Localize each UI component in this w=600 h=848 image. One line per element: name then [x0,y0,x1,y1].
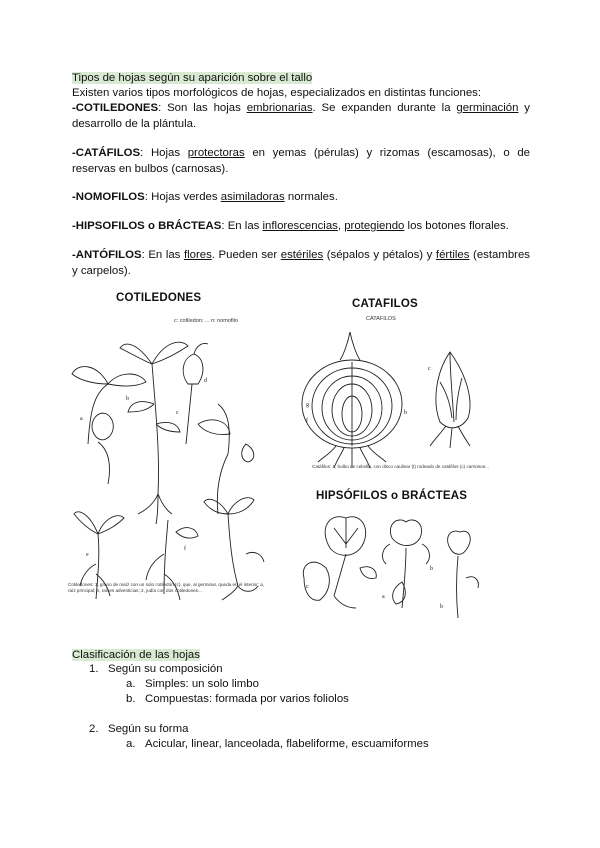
link-embrionarias[interactable]: embrionarias [246,102,313,114]
section-title-tipos: Tipos de hojas según su aparición sobre el tallo [72,72,313,84]
svg-text:b: b [126,396,129,402]
hipsofilos-figure-title: HIPSÓFILOS o BRÁCTEAS [316,490,468,502]
cotiledones-caption: Cotiledones: 1, grano de maíz con un solo cotiledón (c), que, al germinar, queda en el interior; a, raíz principal; n, raíces adventicias; 2, judía con dos cotiledones... [68,582,265,593]
list-item-forma: 2. Según su forma [89,723,189,735]
svg-text:f: f [184,546,186,552]
catafilos-figure-title: CATAFILOS [352,298,418,310]
svg-text:b: b [404,410,407,416]
hipsofilos-term: -HIPSOFILOS o BRÁCTEAS [72,220,222,232]
svg-text:b: b [430,566,433,572]
sublist-item-simples: a. Simples: un solo limbo [126,678,259,690]
link-asimiladoras[interactable]: asimiladoras [220,191,285,203]
catafilos-paragraph: -CATÁFILOS: Hojas protectoras en yemas (pérulas) y rizomas (escamosas), o de reservas en bulbos (carnosas). [72,147,530,175]
list-item-composicion: 1. Según su composición [89,663,223,675]
svg-text:c: c [176,410,179,416]
svg-text:g: g [306,402,309,408]
svg-text:c: c [306,584,309,590]
nomofilos-paragraph: -NOMOFILOS: Hojas verdes asimiladoras normales. [72,191,338,203]
svg-text:b: b [440,604,443,610]
link-esteriles[interactable]: estériles [280,249,324,261]
intro-paragraph: Existen varios tipos morfológicos de hojas, especializados en distintas funciones: [72,87,482,99]
cotiledones-term: -COTILEDONES [72,102,159,114]
cotiledones-legend: c: cotiledon; ... n: nomofilo [174,318,238,324]
svg-text:a: a [80,416,83,422]
link-fertiles[interactable]: fértiles [435,249,470,261]
link-germinacion[interactable]: germinación [456,102,519,114]
svg-text:c: c [428,366,431,372]
catafilos-illustration [300,322,500,472]
cotiledones-figure-title: COTILEDONES [116,292,202,304]
section-title-clasificacion: Clasificación de las hojas [72,649,200,661]
hipsofilos-illustration [290,508,490,626]
antofilos-paragraph: -ANTÓFILOS: En las flores. Pueden ser estériles (sépalos y pétalos) y fértiles (estambres y carpelos). [72,249,530,277]
catafilos-subtitle: CATAFILOS [366,316,396,322]
link-flores[interactable]: flores [183,249,212,261]
svg-text:e: e [86,552,89,558]
svg-text:d: d [204,378,207,384]
cotiledones-illustration [68,324,272,614]
link-inflorescencias[interactable]: inflorescencias [262,220,338,232]
catafilos-caption: Catáfilos: 1, bulbo de cebolla, con disco caulinar (t) rodeado de catáfilos (c) carnosos... [312,464,489,469]
catafilos-term: -CATÁFILOS [72,147,141,159]
sublist-item-compuestas: b. Compuestas: formada por varios foliolos [126,693,349,705]
hipsofilos-figure [290,486,490,626]
hipsofilos-paragraph: -HIPSOFILOS o BRÁCTEAS: En las inflorescencias, protegiendo los botones florales. [72,220,509,232]
antofilos-term: -ANTÓFILOS [72,249,142,261]
nomofilos-term: -NOMOFILOS [72,191,145,203]
cotiledones-paragraph: -COTILEDONES: Son las hojas embrionarias. Se expanden durante la germinación y desarrollo de la plántula. [72,102,530,130]
svg-text:a: a [382,594,385,600]
svg-text:f: f [306,418,308,424]
catafilos-figure [300,292,500,482]
link-protegiendo[interactable]: protegiendo [344,220,405,232]
sublist-item-formas: a. Acicular, linear, lanceolada, flabeliforme, escuamiformes [126,738,429,750]
link-protectoras[interactable]: protectoras [187,147,245,159]
cotiledones-figure [68,290,272,632]
